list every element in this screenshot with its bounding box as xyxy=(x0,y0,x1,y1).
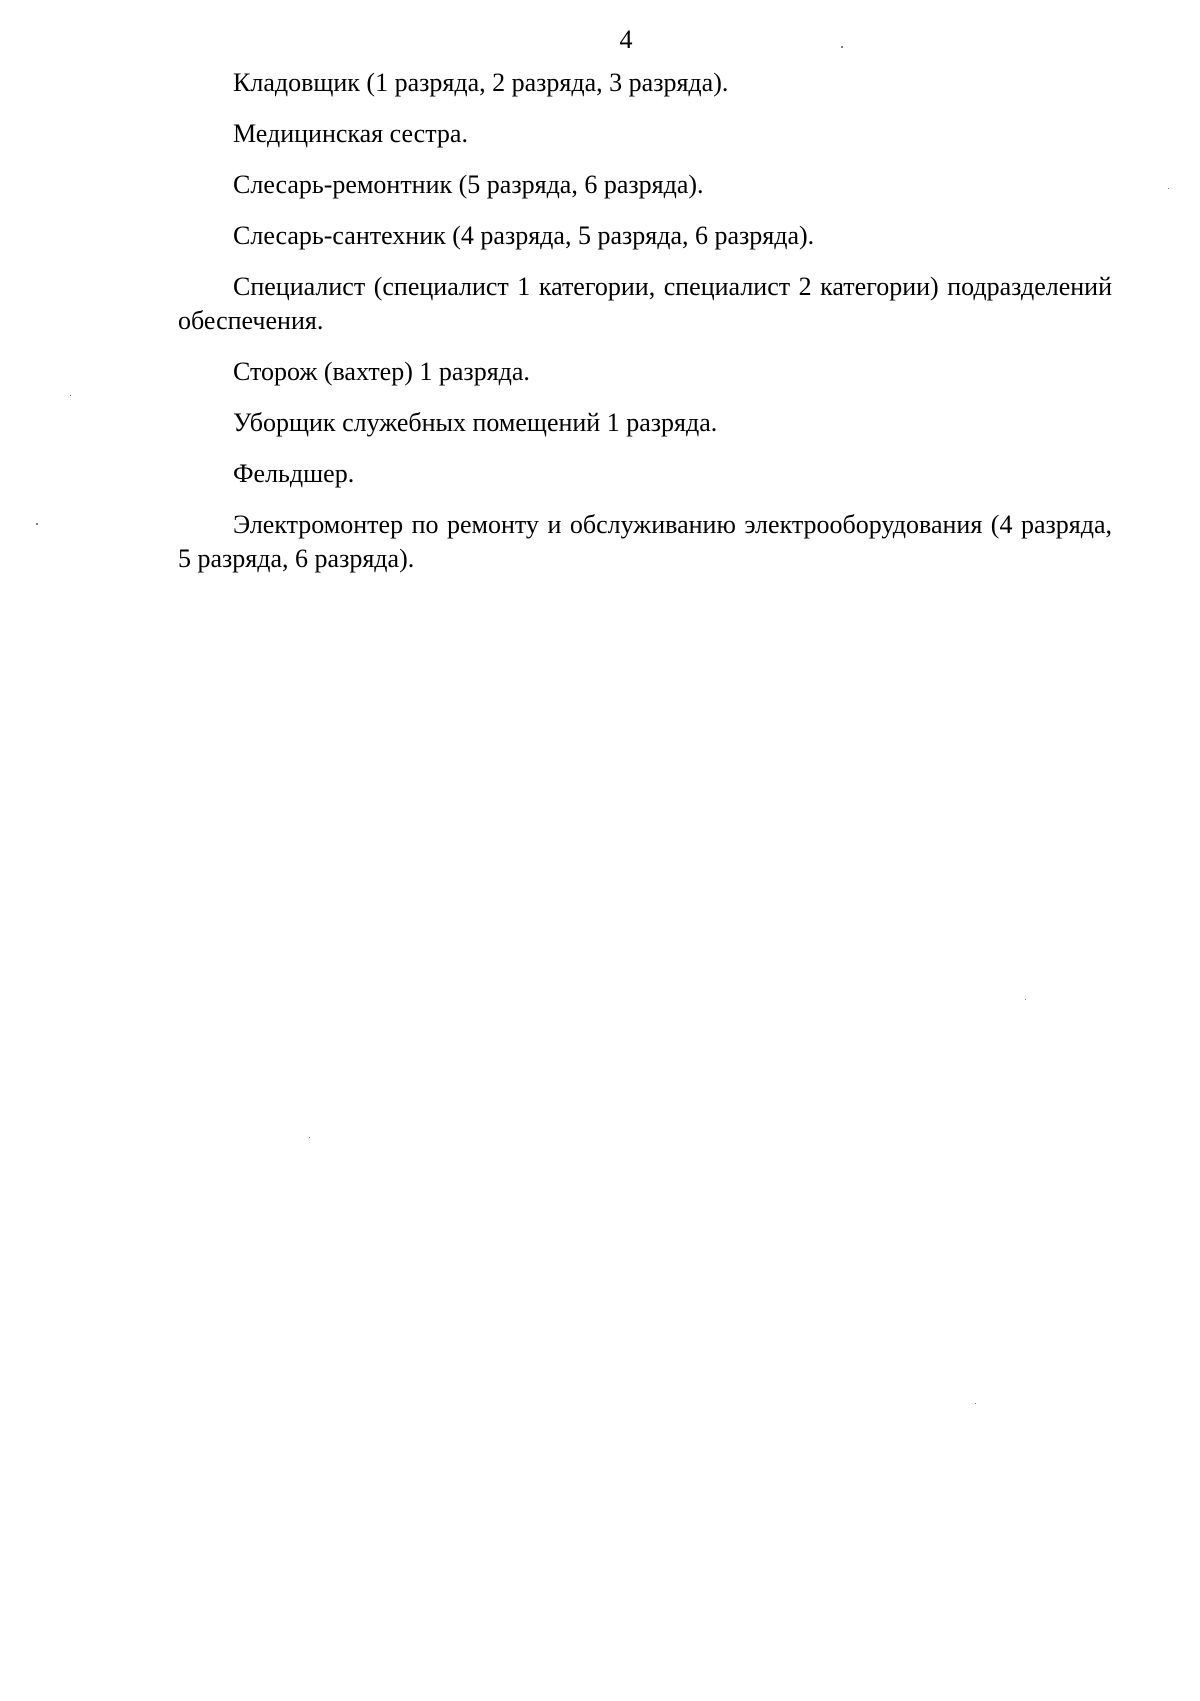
paragraph-nurse: Медицинская сестра. xyxy=(233,119,468,148)
scan-speck xyxy=(70,395,71,396)
scan-speck xyxy=(36,523,38,525)
scan-speck xyxy=(1025,999,1026,1000)
scan-speck xyxy=(841,46,843,48)
scan-speck xyxy=(309,1137,310,1138)
paragraph-electrician: Электромонтер по ремонту и обслуживанию электрооборудования (4 разряда, 5 разряда, 6 разряда). xyxy=(178,510,1112,573)
paragraph-cleaner: Уборщик служебных помещений 1 разряда. xyxy=(233,408,718,437)
paragraph-watchman: Сторож (вахтер) 1 разряда. xyxy=(233,357,530,386)
document-body xyxy=(178,66,1112,593)
page-number: 4 xyxy=(619,25,633,54)
scan-speck xyxy=(975,1403,976,1404)
paragraph-paramedic: Фельдшер. xyxy=(233,459,355,488)
paragraph-repair-fitter: Слесарь-ремонтник (5 разряда, 6 разряда). xyxy=(233,170,704,199)
scan-speck xyxy=(1168,188,1169,189)
paragraph-storekeeper: Кладовщик (1 разряда, 2 разряда, 3 разряда). xyxy=(233,68,729,97)
paragraph-plumber: Слесарь-сантехник (4 разряда, 5 разряда, 6 разряда). xyxy=(233,221,815,250)
paragraph-specialist: Специалист (специалист 1 категории, специалист 2 категории) подразделений обеспечения. xyxy=(178,272,1112,335)
